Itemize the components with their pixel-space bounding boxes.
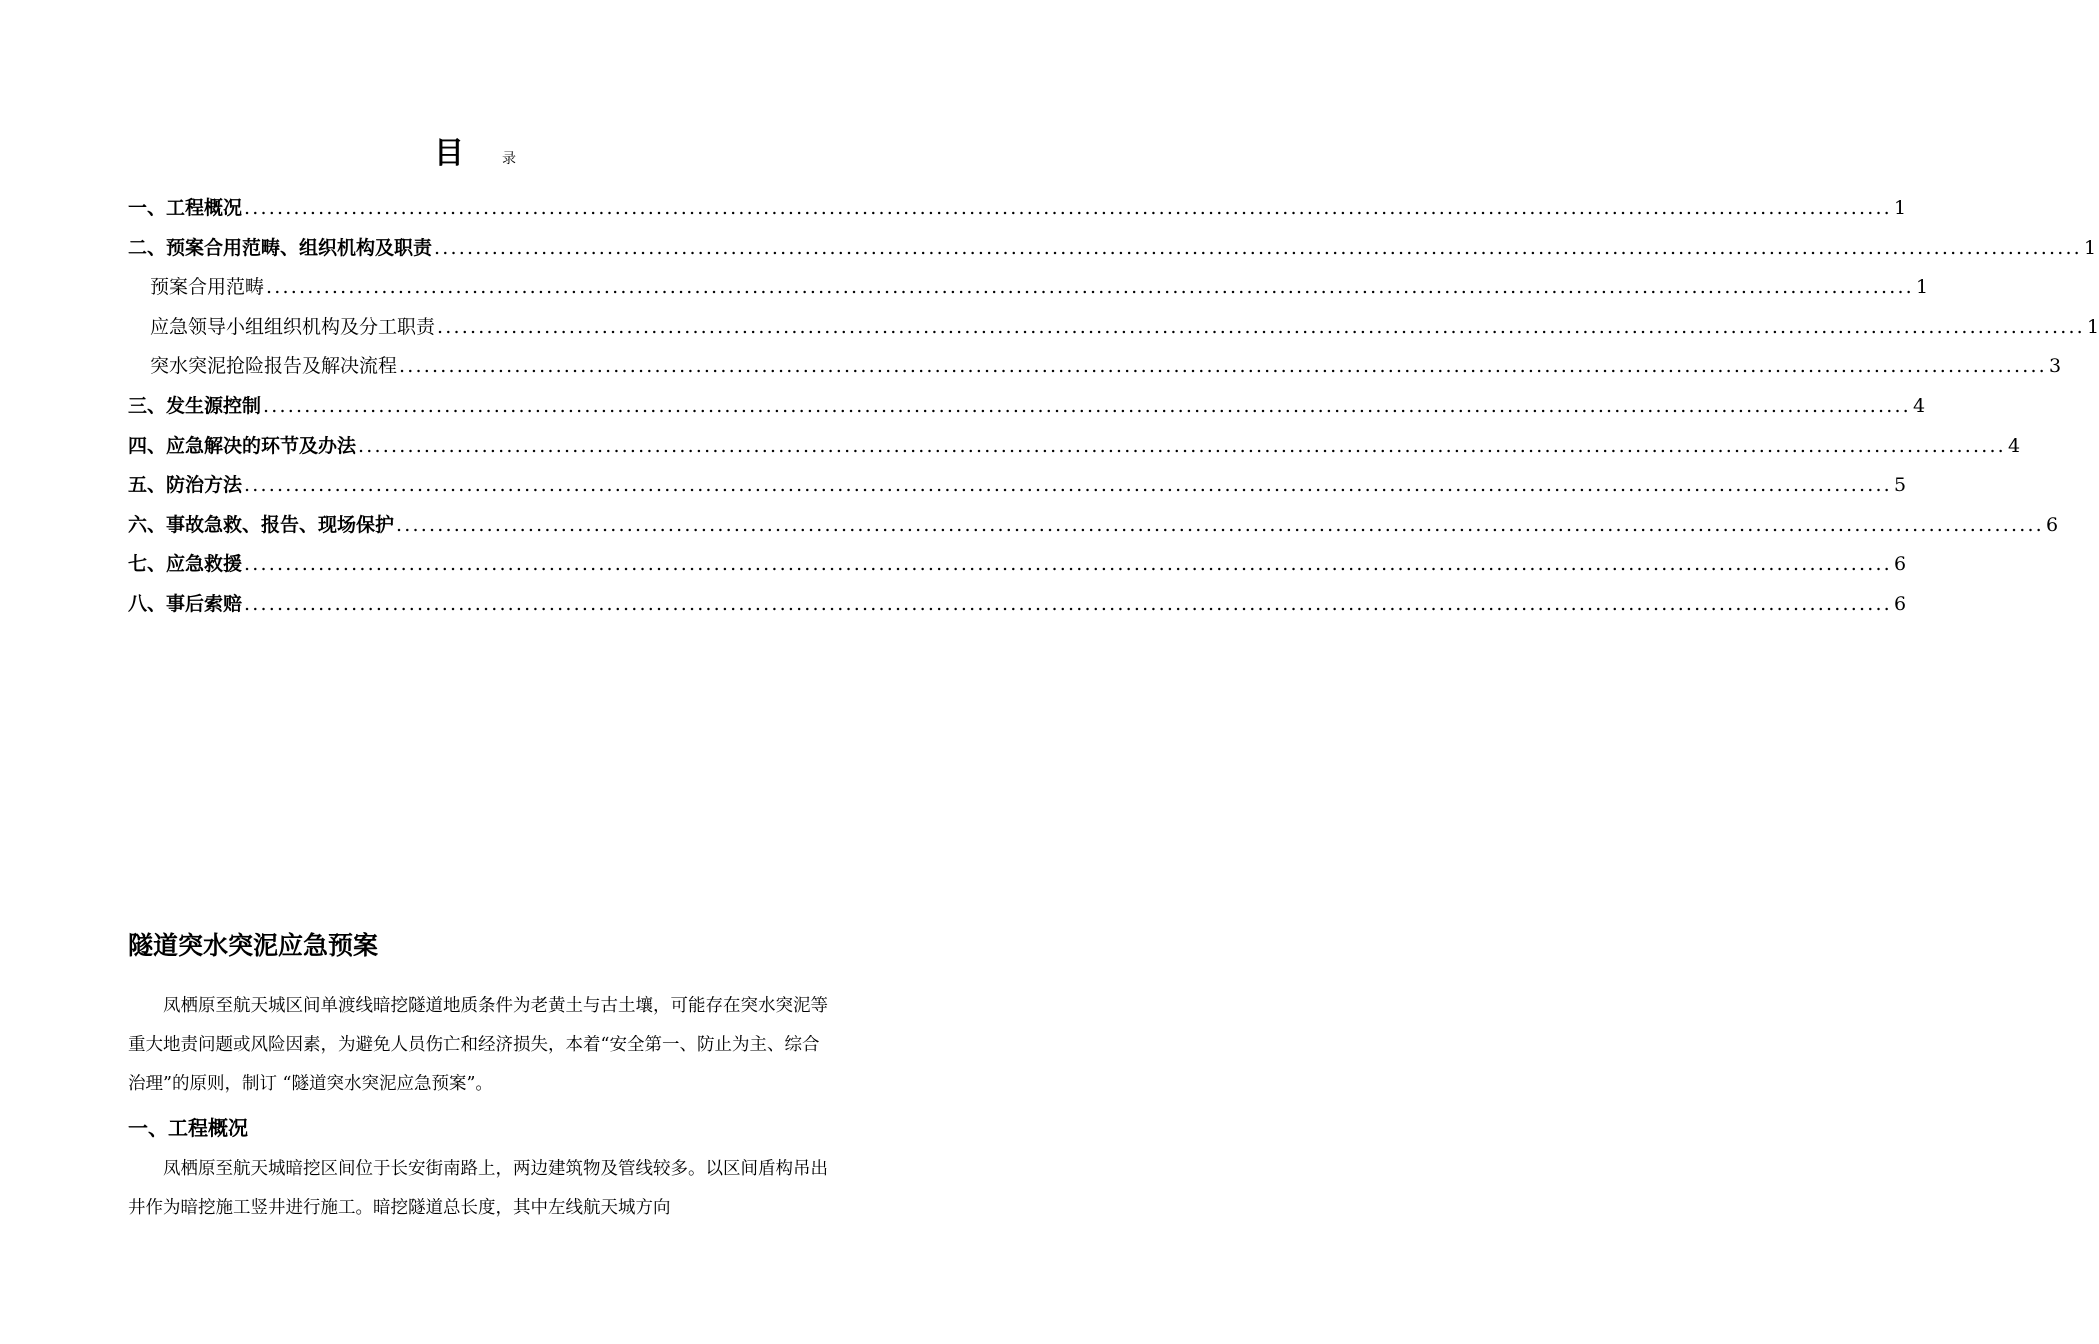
toc-entry[interactable] xyxy=(128,431,2021,471)
toc-entry-label: 一、工程概况 xyxy=(128,197,243,219)
toc-leader-dots: ........................................................................................................................................................................................................ xyxy=(244,474,1892,497)
toc-entry-label: 四、应急解决的环节及办法 xyxy=(128,434,357,457)
toc-title-char-1: 目 xyxy=(434,136,464,171)
toc-entry[interactable] xyxy=(128,193,1907,233)
toc-leader-dots: ........................................................................................................................................................................................................ xyxy=(263,394,1911,417)
toc-entry-page: 6 xyxy=(1893,592,1907,615)
toc-entry-page: 1 xyxy=(1893,197,1907,219)
toc-title-char-2: 录 xyxy=(502,151,516,167)
toc-entry-label: 八、事后索赔 xyxy=(128,592,243,615)
toc-entry-page: 5 xyxy=(1893,474,1907,497)
section-paragraph: 凤栖原至航天城暗挖区间位于长安街南路上，两边建筑物及管线较多。以区间盾构吊出井作为暗挖施工竖井进行施工。暗挖隧道总长度，其中左线航天城方向 xyxy=(128,1159,828,1218)
toc-entry[interactable] xyxy=(128,312,2099,352)
toc-title xyxy=(0,128,950,172)
toc-entry[interactable] xyxy=(128,470,1907,510)
table-of-contents xyxy=(128,193,2099,629)
toc-leader-dots: ........................................................................................................................................................................................................ xyxy=(437,315,2085,338)
toc-leader-dots: ........................................................................................................................................................................................................ xyxy=(244,197,1892,219)
toc-entry[interactable] xyxy=(128,549,1907,589)
toc-entry-page: 4 xyxy=(1912,394,1926,417)
toc-entry-page: 6 xyxy=(2045,513,2059,536)
toc-entry[interactable] xyxy=(128,510,2059,550)
toc-entry[interactable] xyxy=(128,589,1907,629)
toc-leader-dots: ........................................................................................................................................................................................................ xyxy=(244,592,1892,615)
toc-leader-dots: ........................................................................................................................................................................................................ xyxy=(399,355,2047,378)
toc-entry-label: 应急领导小组组织机构及分工职责 xyxy=(150,315,436,338)
toc-entry-label: 三、发生源控制 xyxy=(128,394,262,417)
toc-leader-dots: ........................................................................................................................................................................................................ xyxy=(396,513,2044,536)
toc-entry-label: 预案合用范畴 xyxy=(150,276,265,299)
toc-entry[interactable] xyxy=(128,351,2062,391)
toc-entry-page: 6 xyxy=(1893,553,1907,576)
toc-entry-label: 二、预案合用范畴、组织机构及职责 xyxy=(128,236,433,259)
toc-leader-dots: ........................................................................................................................................................................................................ xyxy=(434,236,2082,259)
toc-entry-label: 六、事故急救、报告、现场保护 xyxy=(128,513,395,536)
toc-entry-page: 1 xyxy=(2083,236,2097,259)
toc-entry-page: 1 xyxy=(2086,315,2099,338)
toc-entry-page: 3 xyxy=(2048,355,2062,378)
toc-leader-dots: ........................................................................................................................................................................................................ xyxy=(358,434,2006,457)
toc-entry-label: 突水突泥抢险报告及解决流程 xyxy=(150,355,398,378)
document-title: 隧道突水突泥应急预案 xyxy=(128,931,379,960)
toc-leader-dots: ........................................................................................................................................................................................................ xyxy=(266,276,1914,299)
toc-entry-label: 五、防治方法 xyxy=(128,474,243,497)
toc-leader-dots: ........................................................................................................................................................................................................ xyxy=(244,553,1892,576)
intro-paragraph: 凤栖原至航天城区间单渡线暗挖隧道地质条件为老黄土与古土壤，可能存在突水突泥等重大地责问题或风险因素，为避免人员伤亡和经济损失，本着“安全第一、防止为主、综合治理”的原则，制订 “隧道突水突泥应急预案”。 xyxy=(128,996,828,1094)
section-heading: 一、工程概况 xyxy=(128,1116,248,1140)
toc-entry[interactable] xyxy=(128,391,1926,431)
toc-entry[interactable] xyxy=(128,272,1929,312)
toc-entry[interactable] xyxy=(128,233,2097,273)
toc-entry-page: 1 xyxy=(1915,276,1929,299)
toc-entry-page: 4 xyxy=(2007,434,2021,457)
toc-entry-label: 七、应急救援 xyxy=(128,553,243,576)
